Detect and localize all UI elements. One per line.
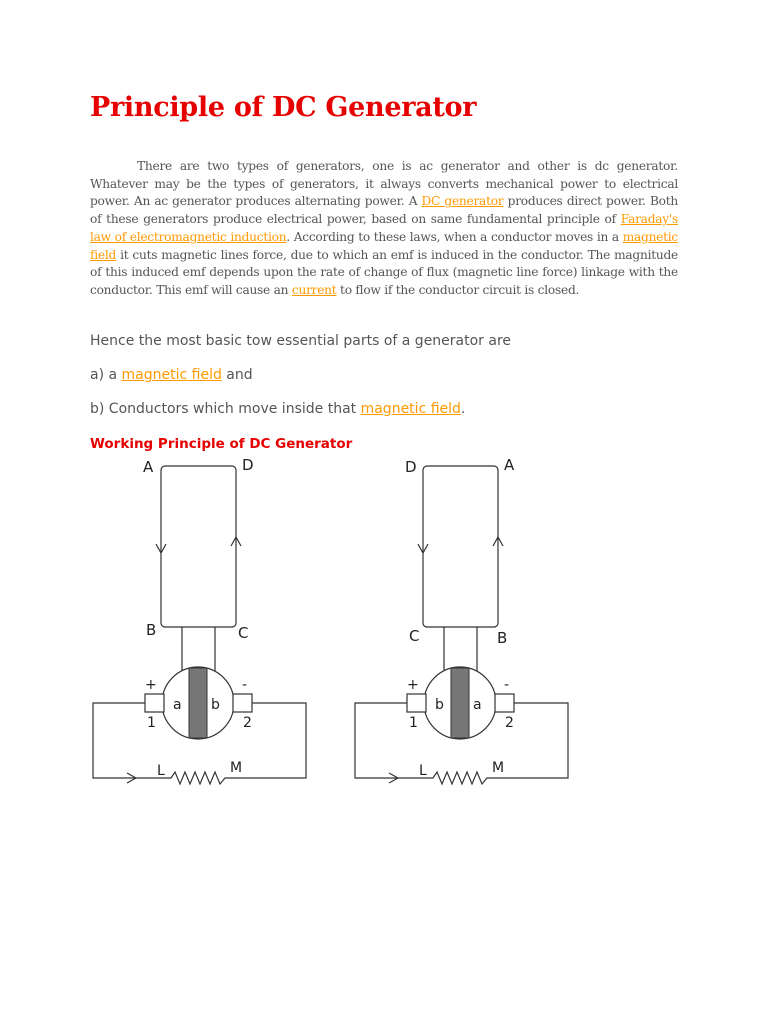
magnetic-field-link[interactable]: magnetic field (90, 229, 679, 262)
left-label-minus: - (242, 677, 248, 693)
paragraph-text: . According to these laws, when a conductor moves in a (286, 229, 623, 244)
paragraph-text: to flow if the conductor circuit is closed. (336, 282, 580, 297)
right-label-terminal-2: 2 (505, 715, 514, 731)
right-label-mid-right: B (497, 629, 508, 647)
faraday-law-link[interactable]: Faraday's law of electromagnetic induction (90, 212, 678, 244)
right-label-mid-left: C (409, 627, 420, 645)
hence-line: Hence the most basic tow essential parts of a generator are (90, 333, 512, 349)
left-label-plus: + (145, 677, 157, 693)
part-b-magnetic-field-link[interactable]: magnetic field (360, 401, 461, 417)
right-label-top-right: A (504, 456, 515, 474)
right-label-load-l: L (419, 763, 427, 779)
right-label-segment-right: a (473, 697, 482, 713)
part-a-magnetic-field-link[interactable]: magnetic field (121, 367, 222, 383)
right-label-minus: - (504, 677, 510, 693)
right-label-segment-left: b (435, 697, 444, 713)
part-a-suffix: and (221, 367, 253, 383)
left-label-mid-right: C (238, 624, 249, 642)
part-b-prefix: b) Conductors which move inside that (90, 401, 361, 417)
paragraph-text: There are two types of generators, one is ac generator and other is dc generator. Whatever may be the types of generators, it always converts mechanical power to electrical power. An ac generator produces alternating power. A (90, 159, 678, 209)
right-label-terminal-1: 1 (409, 715, 418, 731)
left-label-load-m: M (230, 760, 243, 776)
left-label-load-l: L (157, 763, 165, 779)
left-generator-drawing (93, 466, 306, 784)
right-label-top-left: D (405, 458, 417, 476)
paragraph-text: produces direct power. Both of these generators produce electrical power, based on same fundamental principle of (90, 194, 678, 227)
right-generator-drawing (355, 466, 568, 784)
left-label-mid-left: B (146, 621, 157, 639)
right-label-plus: + (407, 677, 419, 693)
dc-generator-link[interactable]: DC generator (421, 194, 504, 209)
left-label-top-left: A (143, 458, 154, 476)
part-b-suffix: . (460, 401, 466, 417)
left-label-terminal-1: 1 (147, 715, 156, 731)
left-label-terminal-2: 2 (243, 715, 252, 731)
paragraph-text: it cuts magnetic lines force, due to which an emf is induced in the conductor. The magnitude of this induced emf depends upon the rate of change of flux (magnetic line force) linkage with the conductor. This emf will cause an (90, 247, 678, 297)
section-subheading: Working Principle of DC Generator (90, 436, 353, 452)
left-label-segment-left: a (173, 697, 182, 713)
left-label-top-right: D (242, 456, 254, 474)
left-label-segment-right: b (211, 697, 220, 713)
right-label-load-m: M (492, 760, 505, 776)
part-a-prefix: a) a (90, 367, 122, 383)
page-title: Principle of DC Generator (90, 92, 477, 123)
current-link[interactable]: current (291, 282, 337, 297)
